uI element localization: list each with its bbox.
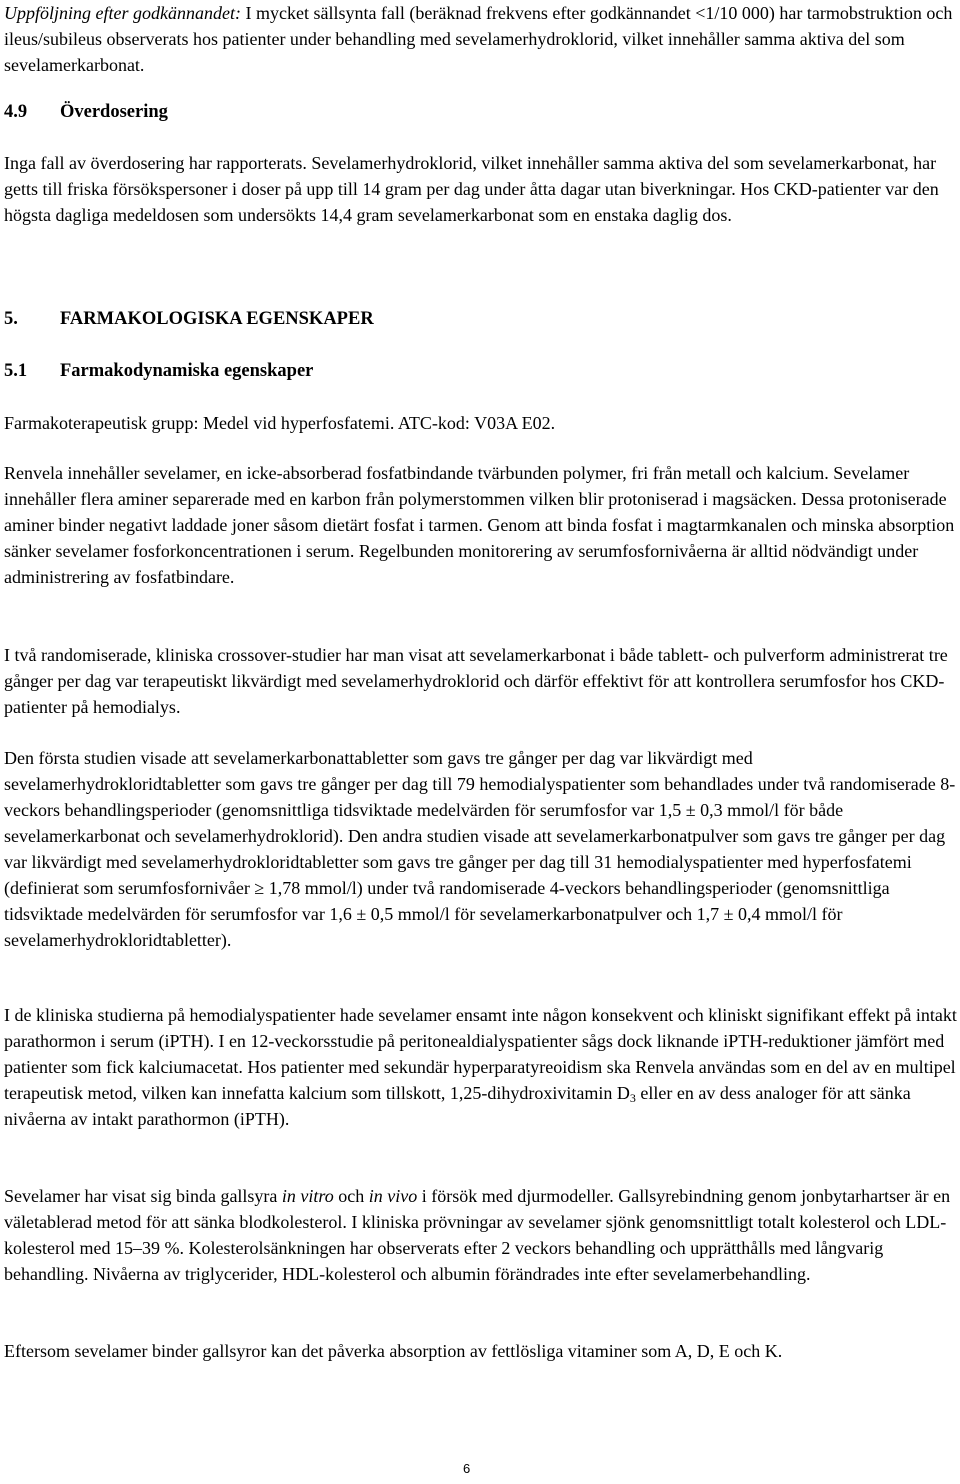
paragraph-crossover-studies: I två randomiserade, kliniska crossover-studier har man visat att sevelamerkarbonat i både tablett- och pulverform administrerat tre gånger per dag var terapeutiskt likvärdigt med sevelamerhydroklorid och därför effektivt för att kontrollera serumfosfor hos CKD-patienter på hemodialys. <box>4 645 948 717</box>
post-approval-label: Uppföljning efter godkännandet: <box>4 3 241 23</box>
paragraph-first-study: Den första studien visade att sevelamerkarbonattabletter som gavs tre gånger per dag var likvärdigt med sevelamerhydrokloridtabletter som gavs tre gånger per dag till 79 hemodialyspatienter som behandlades under två randomiserade 8-veckors behandlingsperioder (genomsnittliga tidsviktade medelvärden för serumfosfor var 1,5 ± 0,3 mmol/l för både sevelamerkarbonat och sevelamerhydroklorid). Den andra studien visade att sevelamerkarbonatpulver som gavs tre gånger per dag var likvärdigt med sevelamerhydrokloridtabletter som gavs tre gånger per dag till 31 hemodialyspatienter med hyperfosfatemi (definierat som serumfosfornivåer ≥ 1,78 mmol/l) under två randomiserade 4-veckors behandlingsperioder (genomsnittliga tidsviktade medelvärden för serumfosfor var 1,6 ± 0,5 mmol/l för sevelamerkarbonatpulver och 1,7 ± 0,4 mmol/l för sevelamerhydrokloridtabletter). <box>4 748 956 950</box>
page-number: 6 <box>463 1461 471 1476</box>
section-heading-5 <box>4 306 959 332</box>
section-heading-5-1 <box>4 358 959 384</box>
paragraph-overdose: Inga fall av överdosering har rapporterats. Sevelamerhydroklorid, vilket innehåller samma aktiva del som sevelamerkarbonat, har getts till friska försökspersoner i doser på upp till 14 gram per dag under åtta dagar utan biverkningar. Hos CKD-patienter var den högsta dagliga medeldosen som undersökts 14,4 gram sevelamerkarbonat som en enstaka daglig dos. <box>4 153 939 225</box>
in-vitro-term: in vitro <box>281 1186 334 1206</box>
ipth-text-end: eller en av dess analoger för att sänka nivåerna av intakt parathormon (iPTH). <box>4 1083 911 1129</box>
paragraph-renvela-mechanism: Renvela innehåller sevelamer, en icke-absorberad fosfatbindande tvärbunden polymer, fri från metall och kalcium. Sevelamer innehåller flera aminer separerade med en karbon från polymerstommen vilken blir protoniserad i magsäcken. Dessa protoniserade aminer binder negativt laddade joner såsom dietärt fosfat i tarmen. Genom att binda fosfat i magtarmkanalen och minska absorption sänker sevelamer fosforkoncentrationen i serum. Regelbunden monitorering av serumfosfornivåerna är alltid nödvändigt under administrering av fosfatbindare. <box>4 463 955 587</box>
paragraph-post-approval <box>4 0 959 78</box>
section-number: 5.1 <box>4 361 28 381</box>
vitamin-d-subscript: 3 <box>629 1091 636 1105</box>
section-number: 4.9 <box>4 102 28 122</box>
section-number: 5. <box>4 309 18 329</box>
ipth-text: I de kliniska studierna på hemodialyspatienter hade sevelamer ensamt inte någon konsekvent och kliniskt signifikant effekt på intakt parathormon i serum (iPTH). I en 12-veckorsstudie på peritonealdialyspatienter sågs dock liknande iPTH-reduktioner jämfört med patienter som fick kalciumacetat. Hos patienter med sekundär hyperparatyreoidism ska Renvela användas som en del av en multipel terapeutisk metod, vilken kan innefatta kalcium som tillskott, 1,25-dihydroxivitamin D <box>4 1005 957 1103</box>
paragraph-ipth <box>4 1002 959 1132</box>
section-title: FARMAKOLOGISKA EGENSKAPER <box>60 309 374 329</box>
paragraph-bile-acid <box>4 1183 959 1287</box>
section-heading-4-9 <box>4 99 959 125</box>
bile-text-3: i försök med djurmodeller. Gallsyrebindning genom jonbytarhartser är en väletablerad metod för att sänka blodkolesterol. I kliniska prövningar av sevelamer sjönk genomsnittligt totalt kolesterol och LDL-kolesterol med 15–39 %. Kolesterolsänkningen har observerats efter 2 veckors behandling och upprätthålls med långvarig behandling. Nivåerna av triglycerider, HDL-kolesterol och albumin förändrades inte efter sevelamerbehandling. <box>4 1186 951 1284</box>
in-vivo-term: in vivo <box>368 1186 418 1206</box>
bile-text-2: och <box>333 1186 369 1206</box>
bile-text-1: Sevelamer har visat sig binda gallsyra <box>4 1186 282 1206</box>
section-title: Överdosering <box>60 102 168 122</box>
paragraph-fat-soluble-vitamins: Eftersom sevelamer binder gallsyror kan det påverka absorption av fettlösliga vitaminer som A, D, E och K. <box>4 1341 783 1361</box>
paragraph-pharmacotherapeutic-group: Farmakoterapeutisk grupp: Medel vid hyperfosfatemi. ATC-kod: V03A E02. <box>4 413 556 433</box>
section-title: Farmakodynamiska egenskaper <box>60 361 314 381</box>
post-approval-text: I mycket sällsynta fall (beräknad frekvens efter godkännandet <1/10 000) har tarmobstruktion och ileus/subileus observerats hos patienter under behandling med sevelamerhydroklorid, vilket innehåller samma aktiva del som sevelamerkarbonat. <box>4 3 953 75</box>
